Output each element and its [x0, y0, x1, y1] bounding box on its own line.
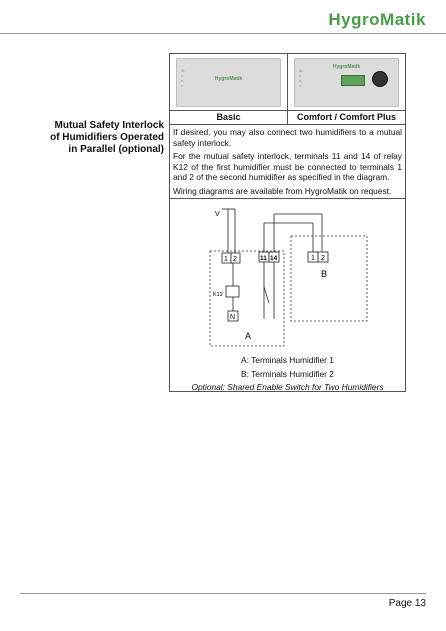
paragraph-2: For the mutual safety interlock, terminals 11 and 14 of relay K12 of the first humidifier must be connected to terminals 1 and 2 of the second humidifier as specified in the diagram. [173, 151, 402, 182]
humidifier-b-box [291, 236, 367, 321]
basic-device-image [170, 54, 288, 111]
comfort-controller-panel [294, 58, 399, 107]
device-brand-label: HygroMatik [214, 76, 243, 82]
label-v: V [215, 211, 220, 218]
relay-k12-coil [226, 286, 239, 297]
hygromatik-logo: HygroMatik [328, 10, 426, 29]
paragraph-1: If desired, you may also connect two humidifiers to a mutual safety interlock. [173, 127, 402, 148]
content-table [169, 53, 406, 392]
status-led-icons: ⚠ ○ ○ ○ [181, 68, 185, 88]
comfort-device-image [288, 54, 406, 111]
label-b: B [321, 269, 328, 279]
legend-a: A: Terminals Humidifier 1 [241, 355, 334, 365]
device-brand-label: HygroMatik [332, 64, 361, 70]
section-title [20, 120, 164, 156]
svg-text:1: 1 [311, 255, 315, 262]
svg-text:N: N [230, 314, 236, 321]
svg-text:1: 1 [224, 256, 228, 263]
svg-text:14: 14 [270, 255, 278, 262]
section-title-line-1: Mutual Safety Interlock [54, 120, 164, 131]
footer-divider [20, 593, 426, 594]
wiring-diagram-cell [170, 199, 406, 392]
legend-b: B: Terminals Humidifier 2 [241, 369, 334, 379]
description-text [170, 125, 406, 199]
header-divider [0, 33, 446, 34]
basic-label: Basic [170, 111, 288, 125]
label-a: A [245, 331, 252, 341]
page-number: Page 13 [388, 598, 426, 609]
svg-text:11: 11 [260, 255, 267, 262]
section-title-line-2: of Humidifiers Operated [50, 132, 164, 143]
comfort-label: Comfort / Comfort Plus [288, 111, 406, 125]
paragraph-3: Wiring diagrams are available from HygroMatik on request. [173, 185, 392, 196]
section-title-line-3: in Parallel (optional) [68, 144, 164, 155]
basic-controller-panel [176, 58, 281, 107]
lcd-display-icon [341, 75, 365, 86]
control-knob-icon [372, 71, 388, 87]
diagram-caption: Optional: Shared Enable Switch for Two Humidifiers [191, 382, 384, 392]
svg-text:2: 2 [321, 255, 325, 262]
svg-text:2: 2 [233, 256, 237, 263]
relay-contact [264, 287, 269, 303]
label-relay: K12 [213, 292, 223, 298]
status-led-icons: ⚠ ○ ○ ○ [299, 68, 303, 88]
